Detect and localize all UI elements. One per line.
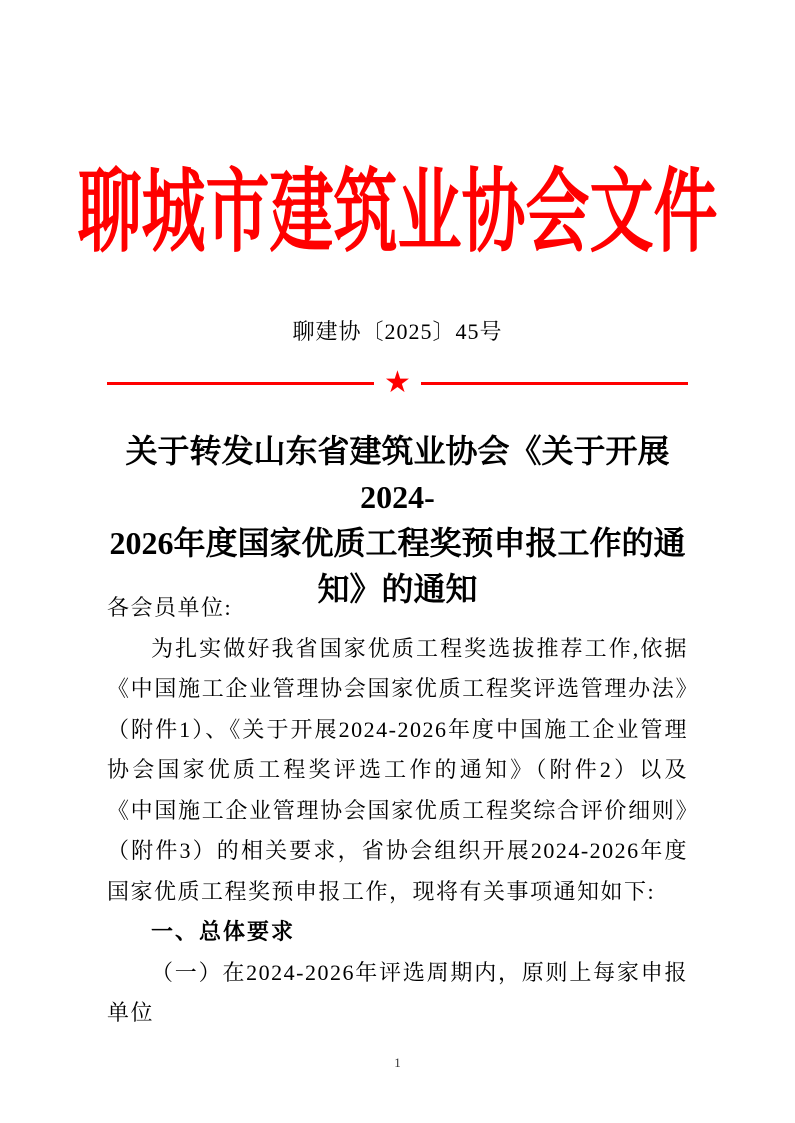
section-heading: 一、总体要求 — [151, 919, 296, 944]
document-title-line-1: 关于转发山东省建筑业协会《关于开展2024- — [125, 433, 670, 515]
document-body — [107, 588, 688, 1034]
body-paragraph: 为扎实做好我省国家优质工程奖选拔推荐工作,依据《中国施工企业管理协会国家优质工程奖评选管理办法》（附件1）、《关于开展2024-2026年度中国施工企业管理协会国家优质工程奖评选工作的通知》（附件2）以及《中国施工企业管理协会国家优质工程奖综合评价细则》（附件3）的相关要求，省协会组织开展2024-2026年度国家优质工程奖预申报工作，现将有关事项通知如下: — [107, 635, 688, 904]
document-number: 聊建协〔2025〕45号 — [292, 319, 503, 344]
star-icon: ★ — [384, 365, 411, 400]
document-title-line-3: 知》的通知 — [317, 571, 478, 607]
document-title — [90, 428, 705, 612]
document-title-line-2: 2026年度国家优质工程奖预申报工作的通 — [109, 525, 686, 561]
red-divider — [107, 366, 688, 400]
letterhead-title-text: 聊城市建筑业协会文件 — [77, 161, 718, 263]
red-divider-line-right — [421, 382, 688, 385]
page-number: 1 — [394, 1055, 401, 1070]
salutation: 各会员单位: — [107, 595, 233, 620]
body-paragraph: （一）在2024-2026年评选周期内，原则上每家申报单位 — [107, 959, 688, 1025]
red-divider-line-left — [107, 382, 374, 385]
letterhead-title — [0, 161, 795, 263]
